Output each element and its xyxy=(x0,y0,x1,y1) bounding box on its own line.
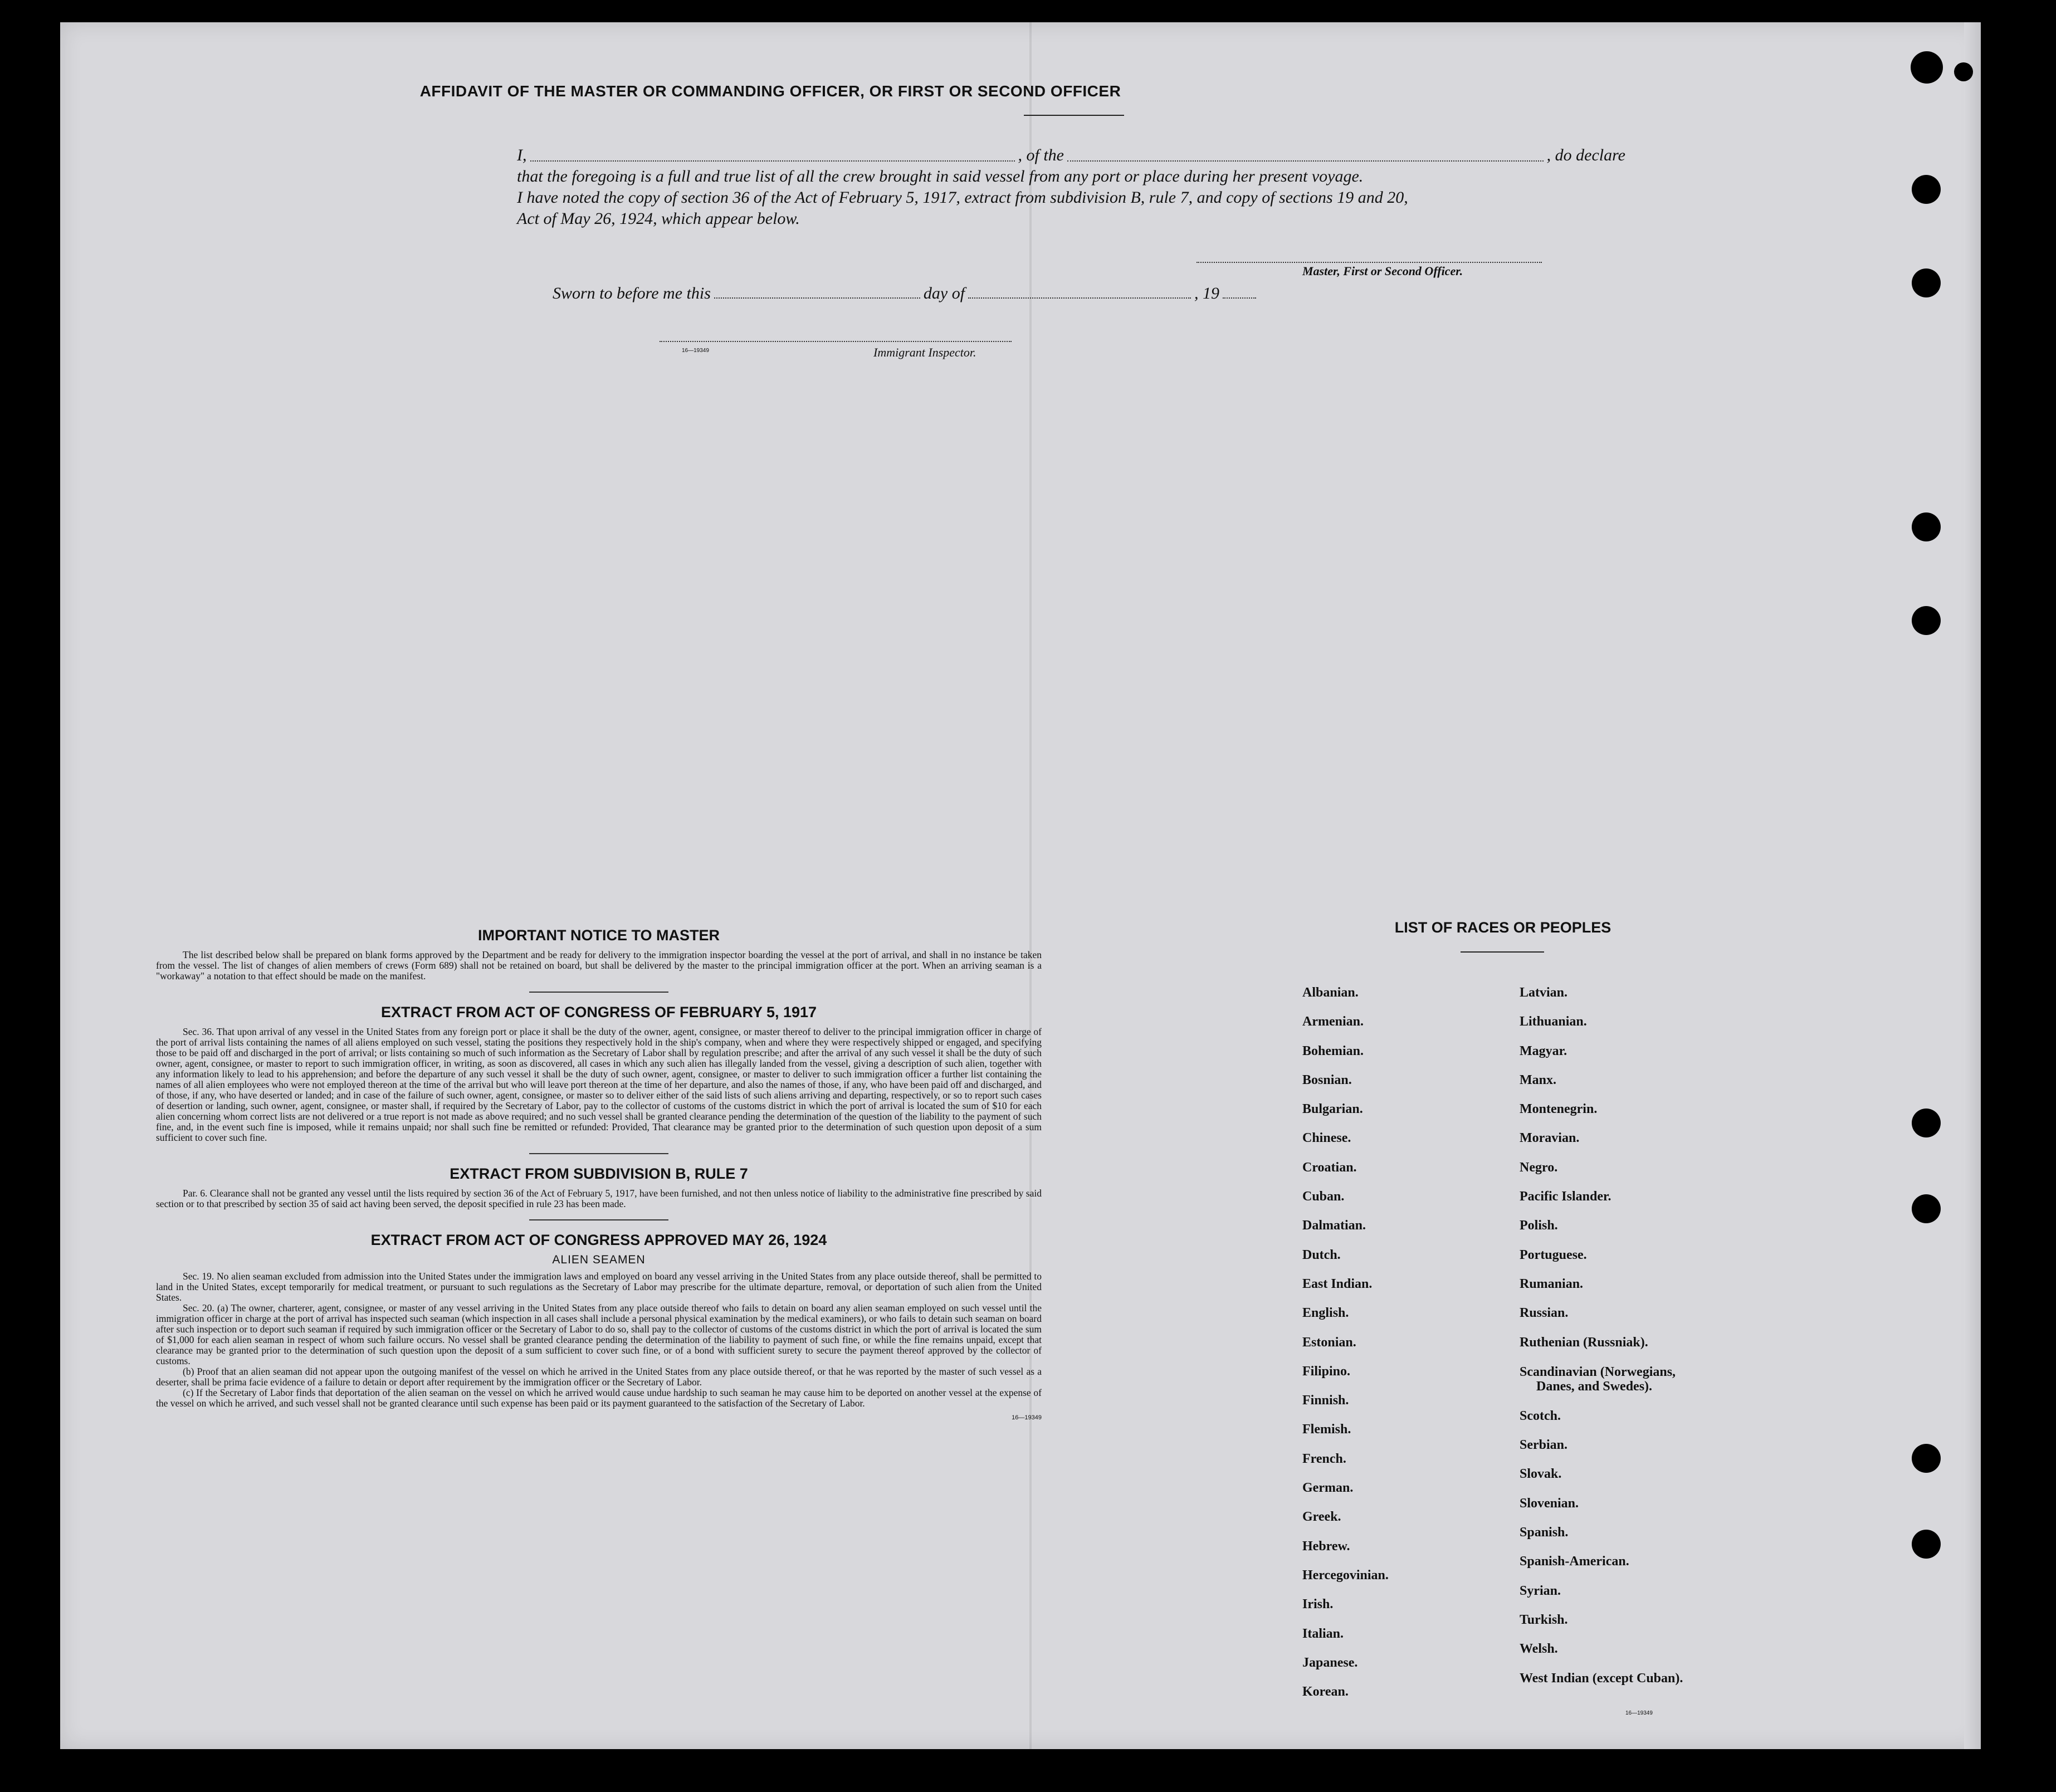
notice-title: IMPORTANT NOTICE TO MASTER xyxy=(478,927,720,944)
race-item: Pacific Islander. xyxy=(1520,1189,1611,1204)
form-number-left: 16—19349 xyxy=(1012,1414,1042,1421)
extract-1917-text xyxy=(156,1027,1042,1143)
race-item: English. xyxy=(1302,1306,1349,1321)
affidavit-body xyxy=(517,145,1625,230)
race-item: Lithuanian. xyxy=(1520,1014,1587,1029)
page-edge-shadow xyxy=(1964,22,1981,1749)
punch-hole xyxy=(1912,606,1941,635)
sec-20c-text xyxy=(156,1388,1042,1409)
section-divider xyxy=(529,992,668,993)
punch-hole xyxy=(1911,51,1943,84)
punch-hole xyxy=(1912,1444,1941,1473)
affidavit-do-declare: , do declare xyxy=(1546,146,1625,164)
rule-7-paragraph: Par. 6. Clearance shall not be granted any vessel until the lists required by section 36 of the Act of February 5, 1917, have been furnished, and not then unless notice of liability to the administrative fine prescribed by said section or to that prescribed by section 35 of said act having been served, the deposit specified in rule 23 has been made. xyxy=(156,1188,1042,1209)
extract-1924-title: EXTRACT FROM ACT OF CONGRESS APPROVED MAY 26, 1924 xyxy=(370,1232,827,1248)
race-item: German. xyxy=(1302,1481,1354,1496)
alien-seamen-subtitle: ALIEN SEAMEN xyxy=(552,1253,646,1266)
race-item: Scotch. xyxy=(1520,1408,1561,1423)
sworn-year: , 19 xyxy=(1194,284,1220,302)
race-item: Magyar. xyxy=(1520,1043,1567,1058)
extract-rule7-title: EXTRACT FROM SUBDIVISION B, RULE 7 xyxy=(450,1165,748,1182)
section-divider xyxy=(529,1219,668,1220)
races-column-2 xyxy=(1520,986,1742,1701)
races-column-1 xyxy=(1302,986,1525,1714)
sworn-line xyxy=(553,284,1388,303)
race-item: Bosnian. xyxy=(1302,1072,1352,1087)
race-item: Portuguese. xyxy=(1520,1247,1587,1262)
extract-rule7-text xyxy=(156,1188,1042,1209)
punch-hole xyxy=(1912,175,1941,204)
section-36-paragraph: Sec. 36. That upon arrival of any vessel in the United States from any foreign port or place it shall be the duty of the owner, agent, consignee, or master thereof to deliver to the principal immigration officer in charge of the port of arrival lists containing the names of all aliens employed on such vessel, stating the positions they respectively hold in the ship's company, when and where they were respectively shipped or engaged, and specifying those to be paid off and discharged in the port of arrival; or lists containing so much of such information as the Secretary of Labor shall by regulation prescribe; and after the arrival of any such vessel it shall be the duty of such owner, agent, consignee, or master to report to such immigration officer, in writing, as soon as discovered, all cases in which any such alien has illegally landed from the vessel, giving a description of such alien, together with any information likely to lead to his apprehension; and before the departure of any such vessel it shall be the duty of such owner, agent, consignee, or master to deliver to such immigration officer a further list containing the names of all alien employees who were not employed thereon at the time of the arrival but who will leave port thereon at the time of her departure, and also the names of those, if any, who have been paid off and discharged, and of those, if any, who have deserted or landed; and in case of the failure of such owner, agent, consignee, or master so to deliver either of the said lists of such aliens arriving and departing, respectively, or so to report such cases of desertion or landing, such owner, agent, consignee, or master shall, if required by the Secretary of Labor, pay to the collector of customs of the customs district in which the port of arrival is located the sum of $10 for each alien concerning whom correct lists are not delivered or a true report is not made as above required; and no such vessel shall be granted clearance pending the determination of the question of the liability to the payment of such fine, and, in the event such fine is imposed, while it remains unpaid; nor shall such fine be remitted or refunded: Provided, That clearance may be granted prior to the determination of such question upon deposit of a sum sufficient to cover such fine. xyxy=(156,1026,1042,1143)
affidavit-line-3: I have noted the copy of section 36 of the Act of February 5, 1917, extract from subdivision B, rule 7, and copy of sections 19 and 20, xyxy=(517,188,1408,207)
form-number-right: 16—19349 xyxy=(1625,1710,1653,1716)
race-item: Negro. xyxy=(1520,1160,1558,1175)
race-item: Armenian. xyxy=(1302,1014,1364,1029)
race-item: Korean. xyxy=(1302,1684,1349,1700)
extract-1917-title: EXTRACT FROM ACT OF CONGRESS OF FEBRUARY 5, 1917 xyxy=(380,1004,817,1020)
race-item: Turkish. xyxy=(1520,1612,1568,1627)
section-divider xyxy=(529,1153,668,1154)
race-item: Moravian. xyxy=(1520,1131,1580,1146)
race-item-multiline xyxy=(1520,1365,1742,1409)
sworn-year-blank[interactable] xyxy=(1223,292,1256,299)
race-item: Estonian. xyxy=(1302,1335,1356,1350)
affidavit-line-2: that the foregoing is a full and true list of all the crew brought in said vessel from any port or place during her present voyage. xyxy=(517,167,1364,185)
race-item: Spanish. xyxy=(1520,1525,1569,1540)
race-item: Latvian. xyxy=(1520,985,1568,1000)
race-item: Montenegrin. xyxy=(1520,1102,1598,1117)
race-item: Ruthenian (Russniak). xyxy=(1520,1335,1648,1350)
race-item: Bohemian. xyxy=(1302,1043,1364,1058)
race-item: Cuban. xyxy=(1302,1189,1345,1204)
race-item: Filipino. xyxy=(1302,1364,1351,1379)
master-signature-label: Master, First or Second Officer. xyxy=(1302,264,1463,278)
sec-20a-text xyxy=(156,1303,1042,1366)
sworn-day-of: day of xyxy=(923,284,965,302)
sworn-day-blank[interactable] xyxy=(714,292,920,299)
race-item: Irish. xyxy=(1302,1597,1334,1612)
race-item: Dutch. xyxy=(1302,1247,1341,1262)
race-item: French. xyxy=(1302,1451,1346,1466)
form-number-top: 16—19349 xyxy=(682,348,709,354)
affidavit-line-1 xyxy=(517,145,1625,166)
race-item: Chinese. xyxy=(1302,1131,1351,1146)
punch-hole xyxy=(1912,268,1941,297)
race-item: Greek. xyxy=(1302,1510,1341,1525)
sworn-prefix: Sworn to before me this xyxy=(553,284,711,302)
race-item-continuation: Danes, and Swedes). xyxy=(1536,1379,1653,1394)
sec-20c-paragraph: (c) If the Secretary of Labor finds that deportation of the alien seaman on the vessel on which he arrived would cause undue hardship to such seaman he may cause him to be deported on another vessel at the expense of the vessel on which he arrived, and such vessel shall not be granted clearance until such expense has been paid or its payment guaranteed to the satisfaction of the Secretary of Labor. xyxy=(156,1387,1042,1409)
race-item: Croatian. xyxy=(1302,1160,1357,1175)
punch-hole xyxy=(1912,512,1941,541)
race-item: Japanese. xyxy=(1302,1655,1358,1670)
sec-19-paragraph: Sec. 19. No alien seaman excluded from admission into the United States under the immigration laws and employed on board any vessel arriving in the United States from any place outside thereof, shall be permitted to land in the United States, except temporarily for medical treatment, or pursuant to such regulations as the Secretary of Labor may prescribe for the ultimate departure, removal, or deportation of such alien from the United States. xyxy=(156,1271,1042,1303)
race-item: Russian. xyxy=(1520,1306,1569,1321)
race-item: Hebrew. xyxy=(1302,1539,1350,1554)
race-item: Syrian. xyxy=(1520,1583,1561,1598)
race-item: Scandinavian (Norwegians, xyxy=(1520,1364,1676,1379)
race-item: Dalmatian. xyxy=(1302,1218,1366,1233)
name-blank[interactable] xyxy=(530,155,1015,162)
page-fold xyxy=(1029,22,1032,1749)
race-item: Finnish. xyxy=(1302,1393,1349,1408)
notice-text xyxy=(156,950,1042,982)
race-item: Hercegovinian. xyxy=(1302,1568,1389,1583)
race-item: Slovak. xyxy=(1520,1467,1562,1482)
race-item: Italian. xyxy=(1302,1626,1344,1641)
inspector-label: Immigrant Inspector. xyxy=(873,345,976,359)
vessel-blank[interactable] xyxy=(1067,155,1544,162)
race-item: Bulgarian. xyxy=(1302,1102,1363,1117)
master-signature-line[interactable] xyxy=(1197,262,1542,263)
punch-hole xyxy=(1912,1194,1941,1223)
inspector-signature-line[interactable] xyxy=(660,341,1012,342)
race-item: Manx. xyxy=(1520,1072,1556,1087)
races-title: LIST OF RACES OR PEOPLES xyxy=(1394,919,1611,936)
race-item: East Indian. xyxy=(1302,1276,1373,1291)
sec-19-text xyxy=(156,1271,1042,1303)
title-underline xyxy=(1024,115,1124,116)
race-item: Flemish. xyxy=(1302,1422,1351,1437)
affidavit-i: I, xyxy=(517,146,527,164)
race-item: Serbian. xyxy=(1520,1438,1568,1453)
punch-hole xyxy=(1954,62,1973,81)
race-item: West Indian (except Cuban). xyxy=(1520,1671,1683,1686)
race-item: Rumanian. xyxy=(1520,1276,1584,1291)
punch-hole xyxy=(1912,1530,1941,1559)
affidavit-line-4: Act of May 26, 1924, which appear below. xyxy=(517,209,800,228)
sec-20b-paragraph: (b) Proof that an alien seaman did not appear upon the outgoing manifest of the vessel on which he arrived in the United States from any place outside thereof, or that he was reported by the master of such vessel as a deserter, shall be prima facie evidence of a failure to detain or deport after requirement by the immigration officer or the Secretary of Labor. xyxy=(156,1366,1042,1388)
sec-20a-paragraph: Sec. 20. (a) The owner, charterer, agent, consignee, or master of any vessel arriving in the United States from any place outside thereof who fails to detain on board any alien seaman employed on such vessel until the immigration officer in charge at the port of arrival has inspected such seaman (which inspection in all cases shall include a personal physical examination by the medical examiners), or who fails to detain such seaman on board after such inspection or to deport such seaman if required by such immigration officer or the Secretary of Labor to do so, shall pay to the collector of customs of the customs district in which the port of arrival is located the sum of $1,000 for each alien seaman in respect of whom such failure occurs. No vessel shall be granted clearance pending the determination of the liability to payment of such fine, or while the fine remains unpaid, except that clearance may be granted prior to the determination of such question upon the deposit of a sum sufficient to cover such fine, or of a bond with sufficient surety to secure the payment thereof approved by the collector of customs. xyxy=(156,1302,1042,1366)
affidavit-of-the: , of the xyxy=(1018,146,1064,164)
affidavit-title: AFFIDAVIT OF THE MASTER OR COMMANDING OFFICER, OR FIRST OR SECOND OFFICER xyxy=(419,82,1121,100)
race-item: Albanian. xyxy=(1302,985,1359,1000)
punch-hole xyxy=(1912,1109,1941,1137)
race-item: Polish. xyxy=(1520,1218,1558,1233)
race-item: Spanish-American. xyxy=(1520,1554,1629,1569)
notice-paragraph: The list described below shall be prepared on blank forms approved by the Department and be ready for delivery to the immigration inspector boarding the vessel at the port of arrival, and shall in no instance be taken from the vessel. The list of changes of alien members of crews (Form 689) shall not be retained on board, but shall be delivered by the master to the principal immigration officer at the port. When an arriving seaman is a "workaway" a notation to that effect should be made on the manifest. xyxy=(156,949,1042,982)
sworn-month-blank[interactable] xyxy=(968,292,1191,299)
sec-20b-text xyxy=(156,1366,1042,1388)
race-item: Welsh. xyxy=(1520,1642,1558,1657)
race-item: Slovenian. xyxy=(1520,1496,1579,1511)
legal-text-column xyxy=(156,919,1042,1421)
document-page xyxy=(60,22,1981,1749)
races-title-underline xyxy=(1461,951,1544,953)
